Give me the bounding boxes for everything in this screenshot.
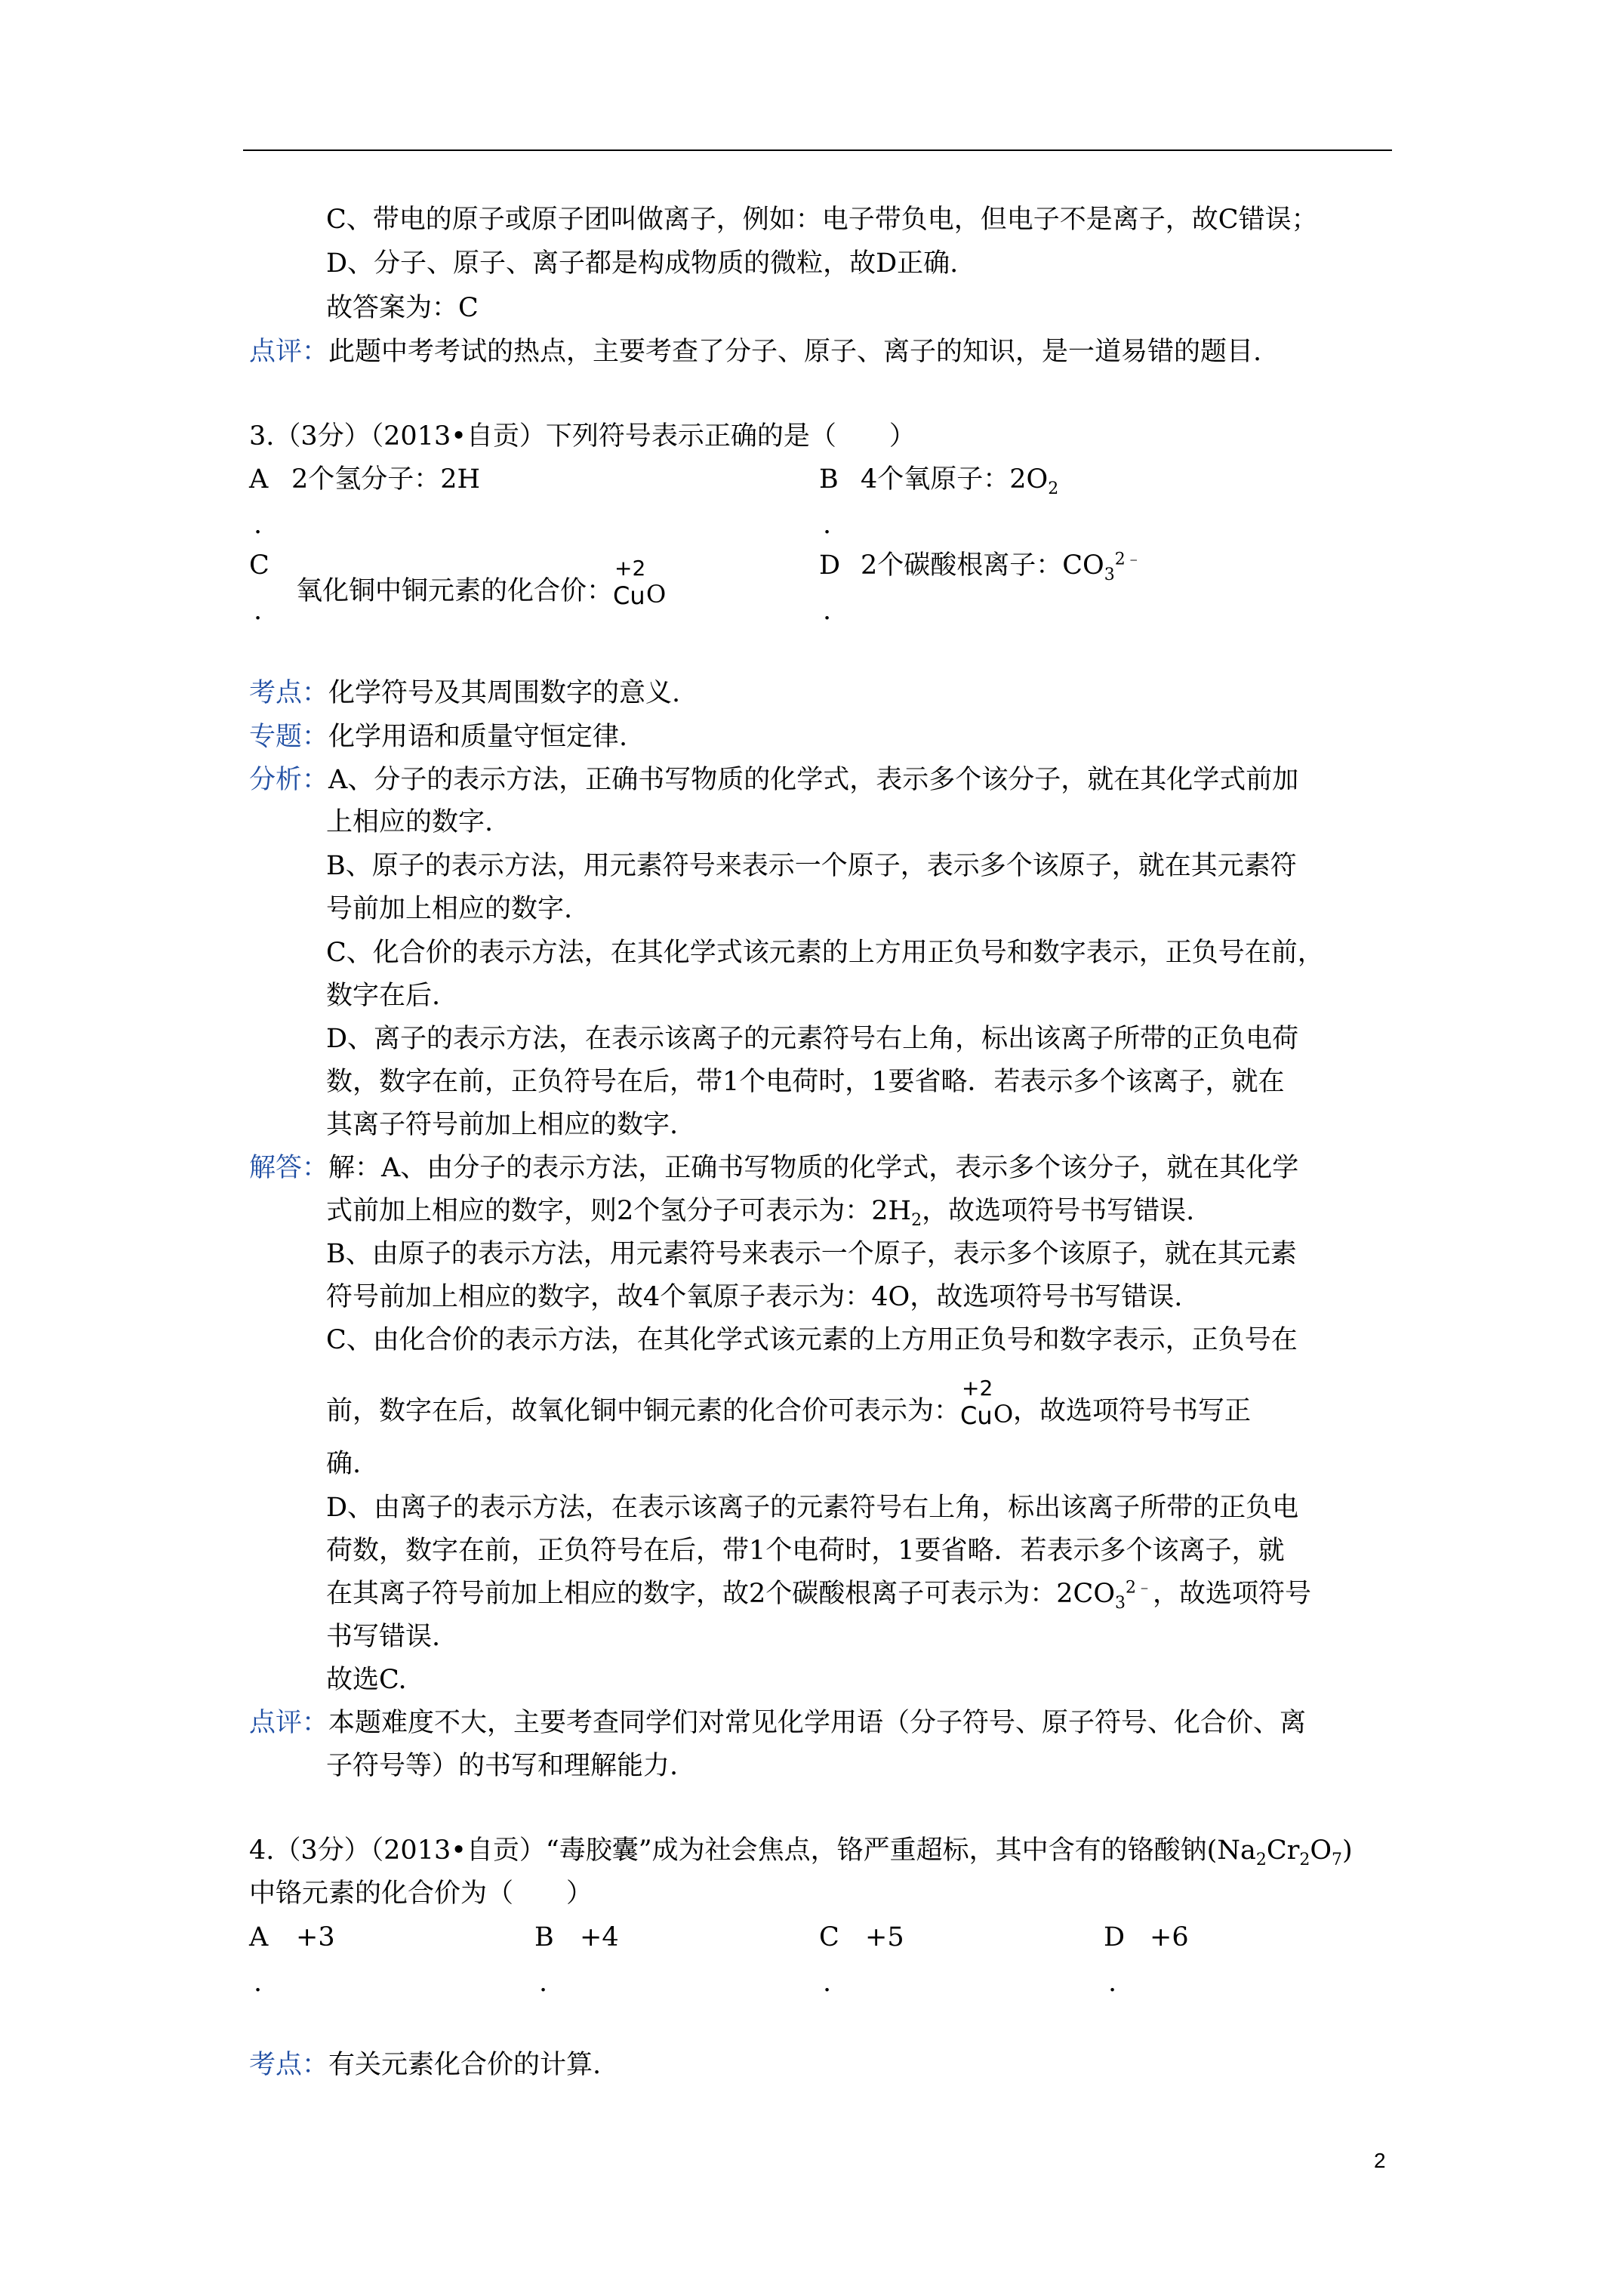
q3-option-a: 2个氢分子：2H: [291, 464, 481, 495]
prev-comment: 点评：此题中考考试的热点，主要考查了分子、原子、离子的知识，是一道易错的题目.: [249, 337, 1262, 367]
q3-jieda-1: 解答：解：A、由分子的表示方法，正确书写物质的化学式，表示多个该分子，就在其化学: [249, 1153, 1299, 1183]
q3-option-c-letter: C: [249, 550, 269, 581]
q3-fenxi-8: 数，数字在前，正负符号在后，带1个电荷时，1要省略．若表示多个该离子，就在: [326, 1067, 1285, 1097]
q4-option-b-letter: B: [534, 1922, 554, 1952]
q3-option-a-dot: .: [254, 510, 263, 540]
q3-fenxi-7: D、离子的表示方法，在表示该离子的元素符号右上角，标出该离子所带的正负电荷: [326, 1024, 1299, 1054]
label-kaodian: 考点：: [249, 678, 329, 708]
q3-option-d-letter: D: [819, 550, 841, 581]
q3-jieda-8: D、由离子的表示方法，在表示该离子的元素符号右上角，标出该离子所带的正负电: [326, 1493, 1299, 1523]
q3-fenxi-9: 其离子符号前加上相应的数字.: [326, 1110, 679, 1140]
q3-jieda-6: 前，数字在后，故氧化铜中铜元素的化合价可表示为： +2 Cu O ，故选项符号书写正: [326, 1388, 1251, 1433]
q4-option-d-dot: .: [1108, 1968, 1117, 1998]
cuo-valence-formula: +2 Cu O: [613, 556, 667, 610]
q4-option-d: +6: [1150, 1922, 1189, 1952]
label-zhuanti: 专题：: [249, 722, 329, 752]
label-fenxi: 分析：: [249, 765, 329, 795]
label-jieda: 解答：: [249, 1153, 329, 1183]
q3-option-a-letter: A: [249, 464, 269, 495]
q3-dianping-2: 子符号等）的书写和理解能力.: [326, 1751, 679, 1781]
q4-option-b-dot: .: [539, 1968, 548, 1998]
q4-option-a-dot: .: [254, 1968, 263, 1998]
q3-zhuanti: 专题：化学用语和质量守恒定律.: [249, 722, 628, 752]
prev-option-c-text: C、带电的原子或原子团叫做离子，例如：电子带负电，但电子不是离子，故C错误；: [326, 205, 1318, 235]
q3-jieda-10: 在其离子符号前加上相应的数字，故2个碳酸根离子可表示为：$2CO_3^{2﹣}$，故选项符号: [326, 1578, 1312, 1613]
page-number: 2: [1374, 2149, 1386, 2172]
q4-option-c: +5: [865, 1922, 904, 1952]
q3-option-d-dot: .: [823, 596, 832, 626]
prev-option-d-text: D、分子、原子、离子都是构成物质的微粒，故D正确.: [326, 248, 959, 279]
label-dianping-q3: 点评：: [249, 1708, 329, 1738]
q3-option-b-dot: .: [823, 510, 832, 540]
q3-jieda-3: B、由原子的表示方法，用元素符号来表示一个原子，表示多个该原子，就在其元素: [326, 1239, 1297, 1269]
q3-fenxi-6: 数字在后.: [326, 981, 441, 1011]
q3-fenxi-5: C、化合价的表示方法，在其化学式该元素的上方用正负号和数字表示，正负号在前，: [326, 938, 1324, 968]
prev-answer: 故答案为：C: [326, 293, 479, 323]
q3-jieda-12: 故选C.: [326, 1665, 407, 1695]
q3-jieda-5: C、由化合价的表示方法，在其化学式该元素的上方用正负号和数字表示，正负号在: [326, 1325, 1298, 1355]
q3-fenxi-3: B、原子的表示方法，用元素符号来表示一个原子，表示多个该原子，就在其元素符: [326, 851, 1297, 881]
q4-stem-1: 4.（3分）（2013•自贡）“毒胶囊”成为社会焦点，铬严重超标，其中含有的铬酸钠$(Na_2Cr_2O_7)$: [249, 1835, 1353, 1869]
q3-jieda-9: 荷数，数字在前，正负符号在后，带1个电荷时，1要省略．若表示多个该离子，就: [326, 1536, 1285, 1566]
q4-stem-2: 中铬元素的化合价为（ ）: [249, 1878, 593, 1909]
q3-option-b: 4个氧原子：$2O_2$: [861, 464, 1059, 498]
q3-stem: 3.（3分）（2013•自贡）下列符号表示正确的是（ ）: [249, 421, 916, 451]
q3-fenxi-4: 号前加上相应的数字.: [326, 894, 573, 924]
q3-jieda-4: 符号前加上相应的数字，故4个氧原子表示为：4O，故选项符号书写错误.: [326, 1282, 1183, 1312]
q4-option-b: +4: [580, 1922, 619, 1952]
q3-jieda-11: 书写错误.: [326, 1622, 441, 1652]
label-dianping: 点评：: [249, 337, 329, 367]
label-kaodian-q4: 考点：: [249, 2050, 329, 2080]
q3-jieda-7: 确.: [326, 1449, 362, 1479]
q4-option-c-letter: C: [819, 1922, 839, 1952]
q3-jieda-2: 式前加上相应的数字，则2个氢分子可表示为：$2H_2$，故选项符号书写错误.: [326, 1196, 1195, 1230]
q4-option-a: +3: [296, 1922, 335, 1952]
header-rule: [243, 149, 1392, 151]
q3-fenxi-2: 上相应的数字.: [326, 807, 494, 837]
q4-kaodian: 考点：有关元素化合价的计算.: [249, 2050, 602, 2080]
q3-option-b-letter: B: [819, 464, 839, 495]
q3-fenxi-1: 分析：A、分子的表示方法，正确书写物质的化学式，表示多个该分子，就在其化学式前加: [249, 765, 1299, 795]
q3-option-d: 2个碳酸根离子：$CO_3^{2﹣}$: [861, 550, 1142, 584]
q4-option-c-dot: .: [823, 1968, 832, 1998]
q3-option-c: 氧化铜中铜元素的化合价： +2 Cu O: [296, 568, 666, 613]
q3-option-c-dot: .: [254, 596, 263, 626]
q4-option-d-letter: D: [1104, 1922, 1126, 1952]
cuo-valence-formula-answer: +2 Cu O: [960, 1376, 1014, 1430]
q3-dianping-1: 点评：本题难度不大，主要考查同学们对常见化学用语（分子符号、原子符号、化合价、离: [249, 1708, 1307, 1738]
q3-kaodian: 考点：化学符号及其周围数字的意义.: [249, 678, 681, 708]
q4-option-a-letter: A: [249, 1922, 269, 1952]
